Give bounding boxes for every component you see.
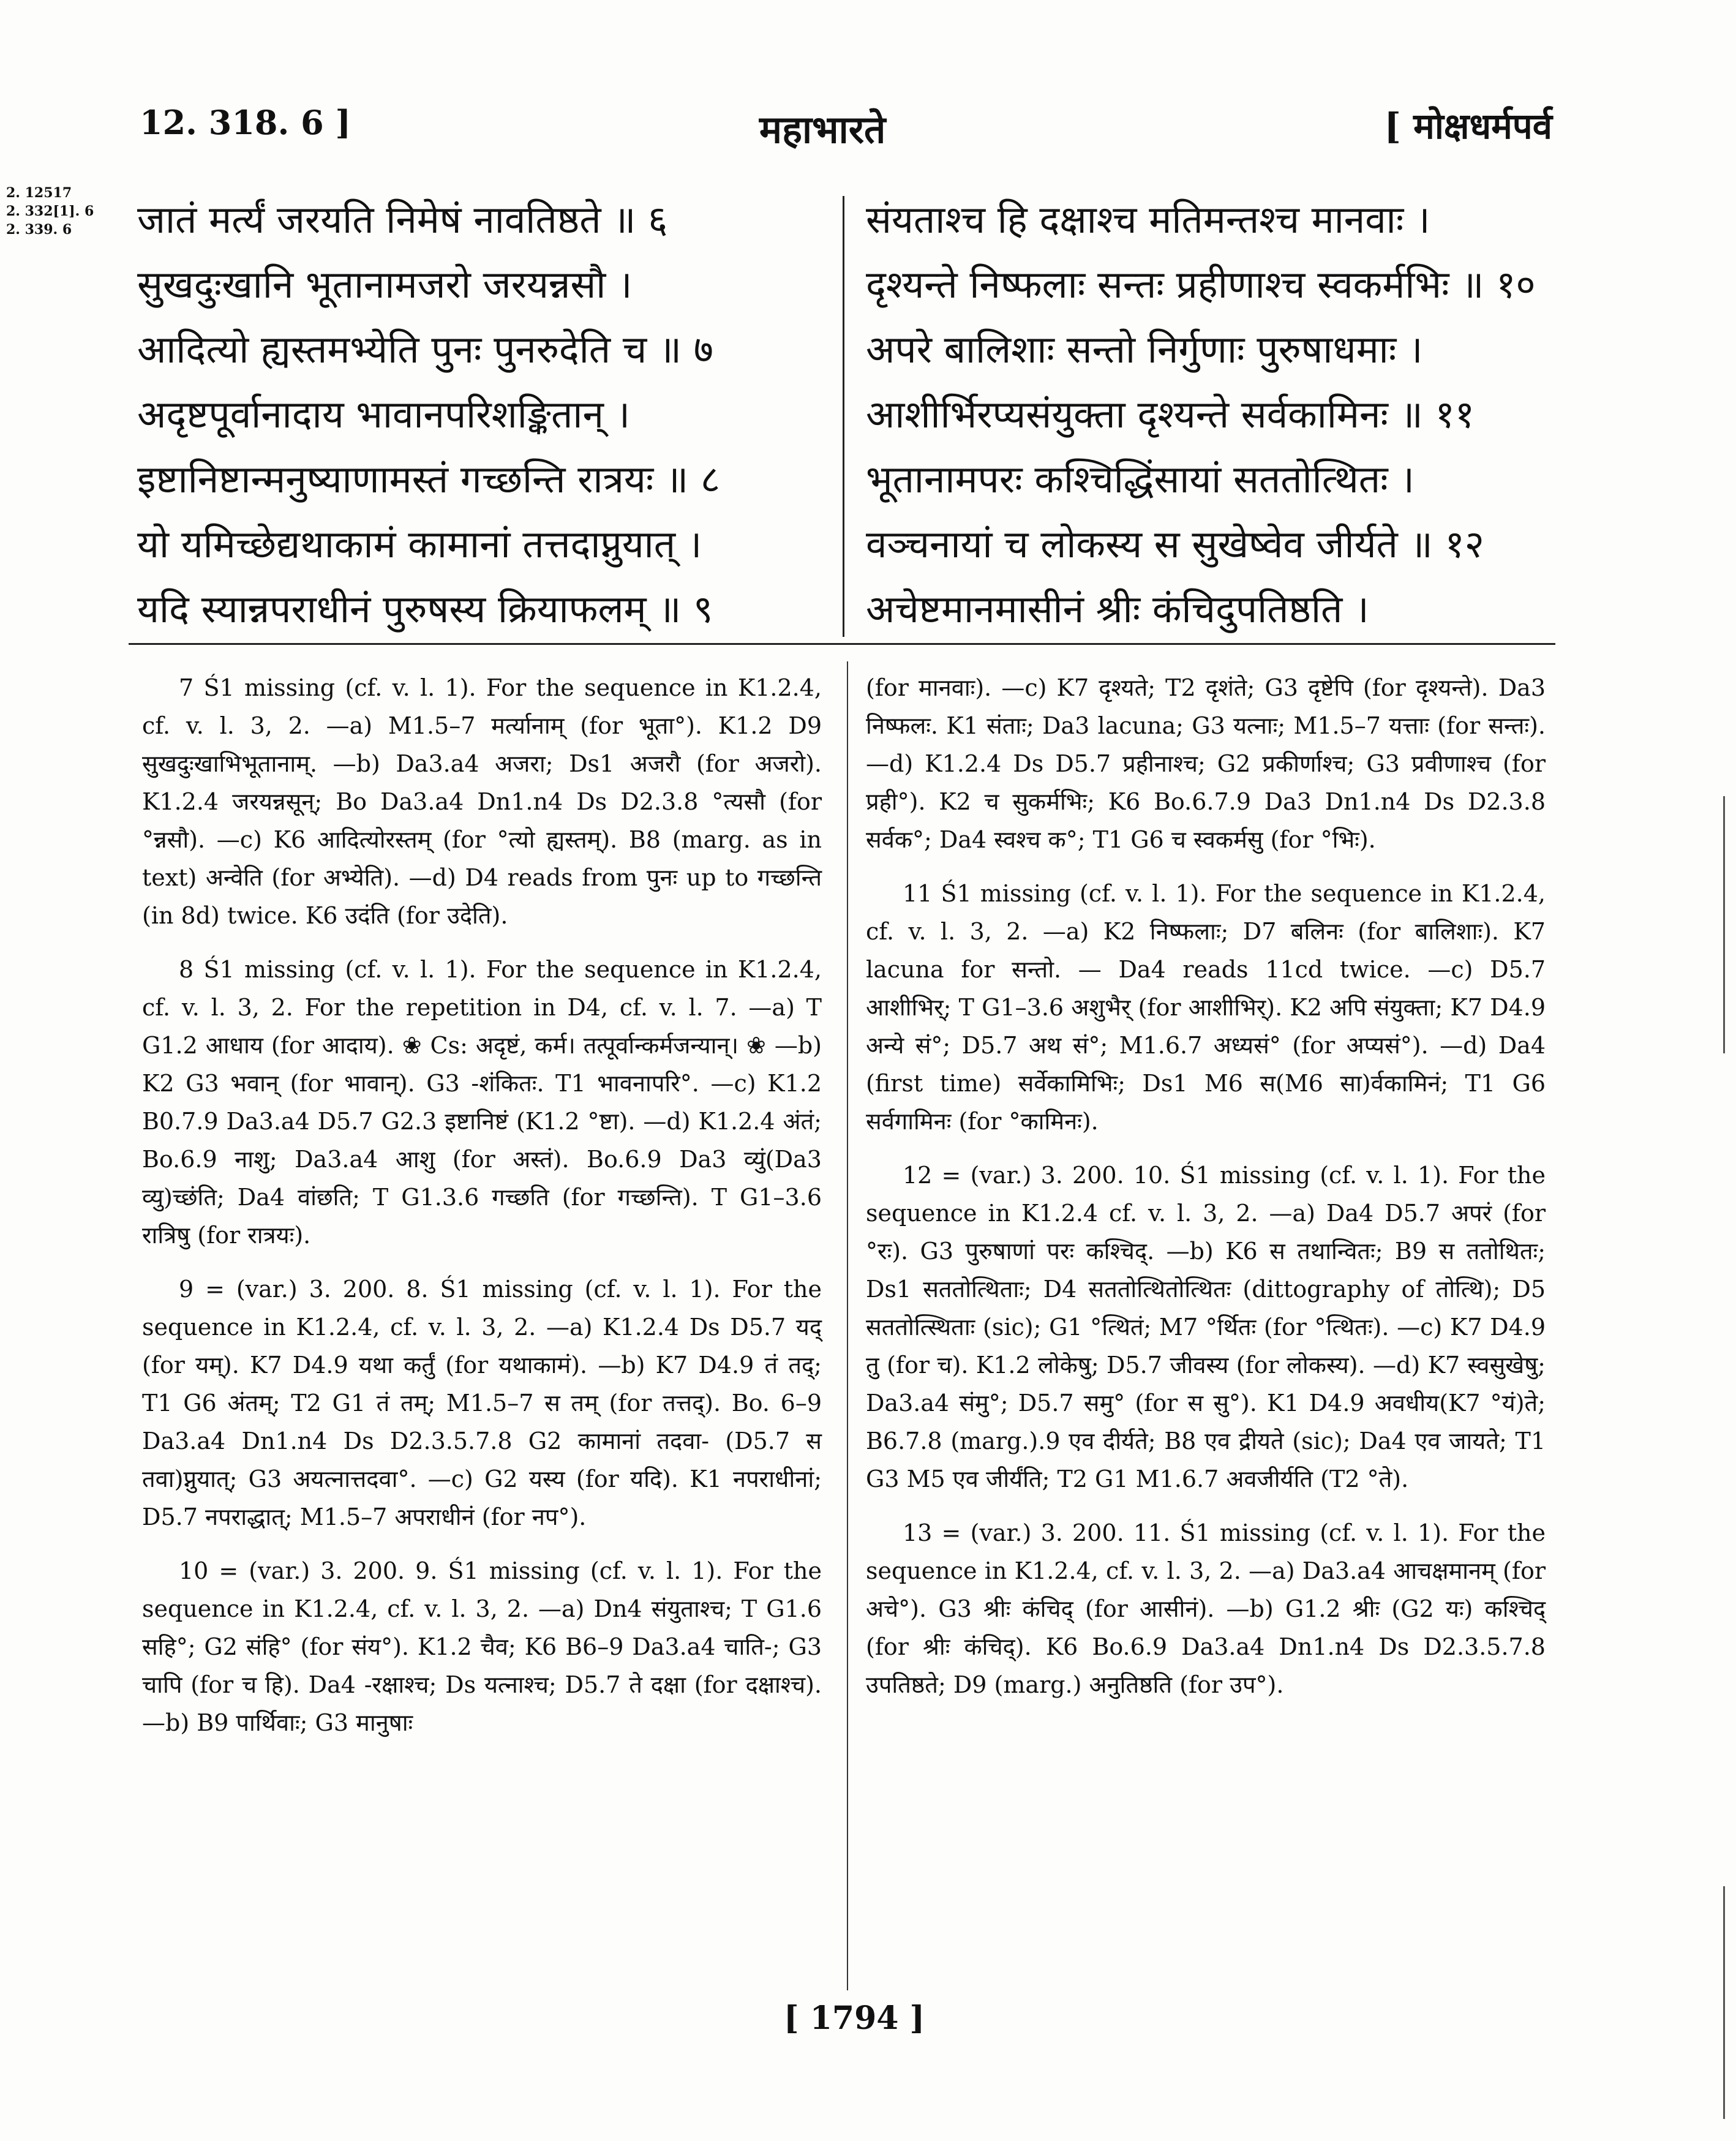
verse-line: भूतानामपरः कश्चिद्धिंसायां सततोत्थितः ।: [866, 457, 1415, 502]
verse-line: अदृष्टपूर्वानादाय भावानपरिशङ्कितान् ।: [137, 392, 631, 437]
critical-apparatus-right: [866, 669, 1546, 1720]
apparatus-note-13: 13 = (var.) 3. 200. 11. Ś1 missing (cf. v. l. 1). For the sequence in K1.2.4, cf. v. l. 3, 2. —a) Da3.a4 आचक्षमानम् (for अचे°). G3 श्रीः कंचिद् (for आसीनं). —b) G1.2 श्रीः (G2 यः) कश्चिद् (for श्रीः कंचिद्). K6 Bo.6.9 Da3.a4 Dn1.n4 Ds D2.3.5.7.8 उपतिष्ठते; D9 (marg.) अनुतिष्ठति (for उप°).: [866, 1519, 1546, 1698]
verse-column-divider: [843, 196, 844, 637]
verse-line: यदि स्यान्नपराधीनं पुरुषस्य क्रियाफलम् ॥ ९: [137, 587, 713, 631]
verse-line: संयताश्च हि दक्षाश्च मतिमन्तश्च मानवाः ।: [866, 197, 1430, 242]
apparatus-note-12: 12 = (var.) 3. 200. 10. Ś1 missing (cf. v. l. 1). For the sequence in K1.2.4 cf. v. l. 3, 2. —a) Da4 D5.7 अपरं (for °रः). G3 पुरुषाणां परः कश्चिद्. —b) K6 स तथान्वितः; B9 स ततोथितः; Ds1 सततोत्थिताः; D4 सततोत्थितोत्थितः (dittography of तोत्थि); D5 सततोत्स्थिताः (sic); G1 °त्थितं; M7 °र्थितः (for °त्थितः). —c) K7 D4.9 तु (for च). K1.2 लोकेषु; D5.7 जीवस्य (for लोकस्य). —d) K7 स्वसुखेषु; Da3.a4 संमु°; D5.7 समु° (for स सु°). K1 D4.9 अवधीय(K7 °यं)ते; B6.7.8 (marg.).9 एव दीर्यते; B8 एव द्रीयते (sic); Da4 एव जायते; T1 G3 M5 एव जीर्यंति; T2 G1 M1.6.7 अवजीर्यति (T2 °ते).: [866, 1162, 1546, 1492]
apparatus-column-divider: [847, 661, 848, 1990]
apparatus-note-11: 11 Ś1 missing (cf. v. l. 1). For the sequence in K1.2.4, cf. v. l. 3, 2. —a) K2 निष्फलाः; D7 बलिनः (for बालिशाः). K7 lacuna for सन्तो. — Da4 reads 11cd twice. —c) D5.7 आशीभिर्; T G1–3.6 अशुभैर् (for आशीभिर्). K2 अपि संयुक्ता; K7 D4.9 अन्ये सं°; D5.7 अथ सं°; M1.6.7 अध्यसं° (for अप्यसं°). —d) Da4 (first time) सर्वेकामिभिः; Ds1 M6 स(M6 सा)र्वकामिनं; T1 G6 सर्वगामिनः (for °कामिनः).: [866, 880, 1546, 1135]
cross-ref: 2. 339. 6: [6, 222, 72, 238]
verse-line: आशीर्भिरप्यसंयुक्ता दृश्यन्ते सर्वकामिनः ॥ ११: [866, 392, 1475, 437]
verse-line: सुखदुःखानि भूतानामजरो जरयन्नसौ ।: [137, 262, 633, 307]
scan-edge-mark: [1723, 1886, 1725, 2119]
apparatus-note-9: 9 = (var.) 3. 200. 8. Ś1 missing (cf. v. l. 1). For the sequence in K1.2.4, cf. v. l. 3, 2. —a) K1.2.4 Ds D5.7 यद् (for यम्). K7 D4.9 यथा कर्तुं (for यथाकामं). —b) K7 D4.9 तं तद्; T1 G6 अंतम्; T2 G1 तं तम्; M1.5–7 स तम् (for तत्तद्). Bo. 6–9 Da3.a4 Dn1.n4 Ds D2.3.5.7.8 G2 कामानां तदवा- (D5.7 स तवा)प्नुयात्; G3 अयत्नात्तदवा°. —c) G2 यस्य (for यदि). K1 नपराधीनां; D5.7 नपराद्धात्; M1.5–7 अपराधीनं (for नप°).: [142, 1276, 822, 1530]
scan-edge-mark: [1723, 796, 1725, 1053]
verse-line: जातं मर्त्यं जरयति निमेषं नावतिष्ठते ॥ ६: [137, 197, 668, 242]
verse-line: दृश्यन्ते निष्फलाः सन्तः प्रहीणाश्च स्वकर्मभिः ॥ १०: [866, 262, 1536, 307]
cross-ref: 2. 332[1]. 6: [6, 203, 94, 219]
verse-line: इष्टानिष्टान्मनुष्याणामस्तं गच्छन्ति रात्रयः ॥ ८: [137, 457, 721, 502]
running-head-title: महाभारते: [759, 107, 886, 152]
apparatus-separator-rule: [129, 643, 1555, 645]
verse-line: यो यमिच्छेद्यथाकामं कामानां तत्तदाप्नुयात् ।: [137, 522, 702, 566]
critical-apparatus-left: [142, 669, 822, 1758]
running-head-reference: 12. 318. 6 ]: [140, 103, 351, 142]
apparatus-note-8: 8 Ś1 missing (cf. v. l. 1). For the sequence in K1.2.4, cf. v. l. 3, 2. For the repetition in D4, cf. v. l. 7. —a) T G1.2 आधाय (for आदाय). ❀ Cs: अदृष्टं, कर्म। तत्पूर्वान्कर्मजन्यान्। ❀ —b) K2 G3 भवान् (for भावान्). G3 -शंकितः. T1 भावनापरि°. —c) K1.2 B0.7.9 Da3.a4 D5.7 G2.3 इष्टानिष्टं (K1.2 °ष्टा). —d) K1.2.4 अंतं; Bo.6.9 नाशु; Da3.a4 आशु (for अस्तं). Bo.6.9 Da3 व्युं(Da3 व्यु)च्छंति; Da4 वांछति; T G1.3.6 गच्छति (for गच्छन्ति). T G1–3.6 रात्रिषु (for रात्रयः).: [142, 956, 822, 1249]
apparatus-note-10: 10 = (var.) 3. 200. 9. Ś1 missing (cf. v. l. 1). For the sequence in K1.2.4, cf. v. l. 3, 2. —a) Dn4 संयुताश्च; T G1.6 सहि°; G2 संहि° (for संय°). K1.2 चैव; K6 B6–9 Da3.a4 चाति-; G3 चापि (for च हि). Da4 -रक्षाश्च; Ds यत्नाश्च; D5.7 ते दक्षा (for दक्षाश्च). —b) B9 पार्थिवाः; G3 मानुषाः: [142, 1557, 822, 1736]
verse-line: अपरे बालिशाः सन्तो निर्गुणाः पुरुषाधमाः ।: [866, 327, 1423, 372]
verse-line: वञ्चनायां च लोकस्य स सुखेष्वेव जीर्यते ॥ १२: [866, 522, 1484, 566]
verse-column-left: [137, 187, 823, 642]
apparatus-note-7: 7 Ś1 missing (cf. v. l. 1). For the sequence in K1.2.4, cf. v. l. 3, 2. —a) M1.5–7 मर्त्यानाम् (for भूता°). K1.2 D9 सुखदुःखाभिभूतानाम्. —b) Da3.a4 अजरा; Ds1 अजरौ (for अजरो). K1.2.4 जरयन्नसून्; Bo Da3.a4 Dn1.n4 Ds D2.3.8 °त्यसौ (for °न्नसौ). —c) K6 आदित्योरस्तम् (for °त्यो ह्यस्तम्). B8 (marg. as in text) अन्वेति (for अभ्येति). —d) D4 reads from पुनः up to गच्छन्ति (in 8d) twice. K6 उदंति (for उदेति).: [142, 674, 822, 929]
verse-column-right: [866, 187, 1552, 642]
verse-line: अचेष्टमानमासीनं श्रीः कंचिदुपतिष्ठति ।: [866, 587, 1369, 631]
cross-reference-margin: [6, 184, 94, 239]
apparatus-note-10-continued: (for मानवाः). —c) K7 दृश्यते; T2 दृशंते; G3 दृष्टेपि (for दृश्यन्ते). Da3 निष्फलः. K1 संताः; Da3 lacuna; G3 यत्नाः; M1.5–7 यत्ताः (for सन्तः). —d) K1.2.4 Ds D5.7 प्रहीनाश्च; G2 प्रकीर्णाश्च; G3 प्रवीणाश्च (for प्रही°). K2 च सुकर्मभिः; K6 Bo.6.7.9 Da3 Dn1.n4 Ds D2.3.8 सर्वक°; Da4 स्वश्च क°; T1 G6 च स्वकर्मसु (for °भिः).: [866, 674, 1546, 853]
running-head-section: [ मोक्षधर्मपर्व: [1384, 105, 1552, 147]
page-number: [ 1794 ]: [784, 2000, 925, 2037]
verse-line: आदित्यो ह्यस्तमभ्येति पुनः पुनरुदेति च ॥ ७: [137, 327, 713, 372]
cross-ref: 2. 12517: [6, 185, 72, 201]
